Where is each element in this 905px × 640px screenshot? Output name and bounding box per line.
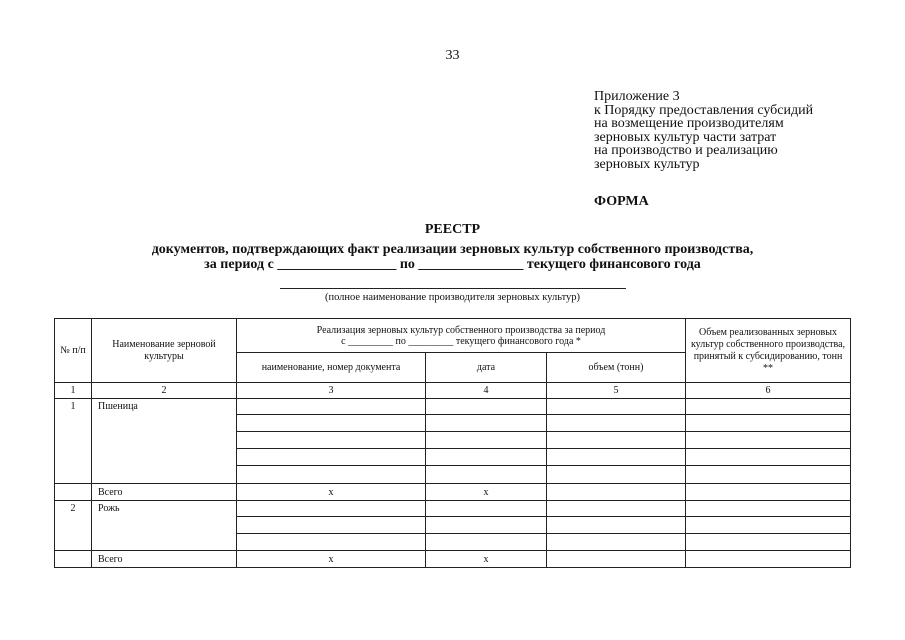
- cell-doc[interactable]: [237, 449, 426, 466]
- cell-accepted[interactable]: [686, 517, 851, 534]
- total-accepted[interactable]: [686, 551, 851, 568]
- appendix-line: к Порядку предоставления субсидий: [594, 102, 814, 118]
- total-volume[interactable]: [547, 484, 686, 501]
- appendix-line: на производство и реализацию: [594, 143, 778, 158]
- group-crop-name: Рожь: [92, 501, 237, 551]
- header-doc: наименование, номер документа: [237, 353, 426, 383]
- column-number: 3: [237, 383, 426, 399]
- column-number: 4: [426, 383, 547, 399]
- cell-doc[interactable]: [237, 534, 426, 551]
- cell-accepted[interactable]: [686, 449, 851, 466]
- header-sales-line2: с _________ по _________ текущего финансового года *: [341, 335, 581, 347]
- cell-accepted[interactable]: [686, 415, 851, 432]
- appendix-line: зерновых культур: [594, 156, 700, 172]
- cell-doc[interactable]: [237, 415, 426, 432]
- cell-doc[interactable]: [237, 501, 426, 517]
- cell-accepted[interactable]: [686, 534, 851, 551]
- cell-volume[interactable]: [547, 501, 686, 517]
- cell-date[interactable]: [426, 399, 547, 415]
- cell-date[interactable]: [426, 449, 547, 466]
- header-num: № п/п: [55, 319, 92, 383]
- appendix-line: зерновых культур части затрат: [594, 129, 777, 145]
- header-accepted-volume: Объем реализованных зерновых культур собственного производства, принятый к субсидированию, тонн **: [686, 319, 851, 383]
- cell-volume[interactable]: [547, 534, 686, 551]
- total-accepted[interactable]: [686, 484, 851, 501]
- total-row: [55, 484, 851, 501]
- document-subtitle-line1: документов, подтверждающих факт реализации зерновых культур собственного производства,: [151, 242, 754, 257]
- cell-date[interactable]: [426, 517, 547, 534]
- cell-accepted[interactable]: [686, 399, 851, 415]
- cell-date[interactable]: [426, 432, 547, 449]
- cell-volume[interactable]: [547, 517, 686, 534]
- form-label: ФОРМА: [594, 194, 649, 209]
- total-date: х: [426, 484, 547, 501]
- registry-table: [54, 318, 851, 568]
- page-number: 33: [445, 48, 460, 63]
- column-number: 6: [686, 383, 851, 399]
- cell-doc[interactable]: [237, 466, 426, 484]
- total-volume[interactable]: [547, 551, 686, 568]
- cell-date[interactable]: [426, 415, 547, 432]
- total-label: Всего: [92, 484, 237, 501]
- cell-accepted[interactable]: [686, 432, 851, 449]
- column-number: 2: [92, 383, 237, 399]
- group-num: 1: [55, 399, 92, 484]
- cell-doc[interactable]: [237, 432, 426, 449]
- cell-volume[interactable]: [547, 449, 686, 466]
- cell-accepted[interactable]: [686, 466, 851, 484]
- cell-volume[interactable]: [547, 399, 686, 415]
- cell-volume[interactable]: [547, 415, 686, 432]
- column-numbers-row: [55, 383, 851, 399]
- cell-date[interactable]: [426, 534, 547, 551]
- total-doc: х: [237, 551, 426, 568]
- header-sales-line1: Реализация зерновых культур собственного производства за период: [316, 324, 606, 336]
- header-sales-period: [237, 319, 686, 353]
- header-volume: объем (тонн): [547, 353, 686, 383]
- header-date: дата: [426, 353, 547, 383]
- total-num: [55, 551, 92, 568]
- header-row: [55, 319, 851, 353]
- producer-name-line[interactable]: [280, 288, 626, 289]
- appendix-line: Приложение 3: [594, 89, 680, 104]
- total-row: [55, 551, 851, 568]
- document-title: РЕЕСТР: [424, 222, 481, 237]
- total-date: х: [426, 551, 547, 568]
- column-number: 5: [547, 383, 686, 399]
- producer-caption: (полное наименование производителя зерновых культур): [324, 292, 581, 303]
- appendix-note: [594, 90, 813, 171]
- column-number: 1: [55, 383, 92, 399]
- header-crop: Наименование зерновой культуры: [92, 319, 237, 383]
- cell-volume[interactable]: [547, 432, 686, 449]
- total-num: [55, 484, 92, 501]
- document-subtitle-line2: за период с _________________ по _______________ текущего финансового года: [204, 257, 701, 272]
- total-doc: х: [237, 484, 426, 501]
- table-row: [55, 501, 851, 517]
- cell-date[interactable]: [426, 501, 547, 517]
- cell-date[interactable]: [426, 466, 547, 484]
- group-num: 2: [55, 501, 92, 551]
- total-label: Всего: [92, 551, 237, 568]
- table-row: [55, 399, 851, 415]
- cell-accepted[interactable]: [686, 501, 851, 517]
- cell-volume[interactable]: [547, 466, 686, 484]
- appendix-line: на возмещение производителям: [594, 116, 784, 131]
- cell-doc[interactable]: [237, 399, 426, 415]
- group-crop-name: Пшеница: [92, 399, 237, 484]
- cell-doc[interactable]: [237, 517, 426, 534]
